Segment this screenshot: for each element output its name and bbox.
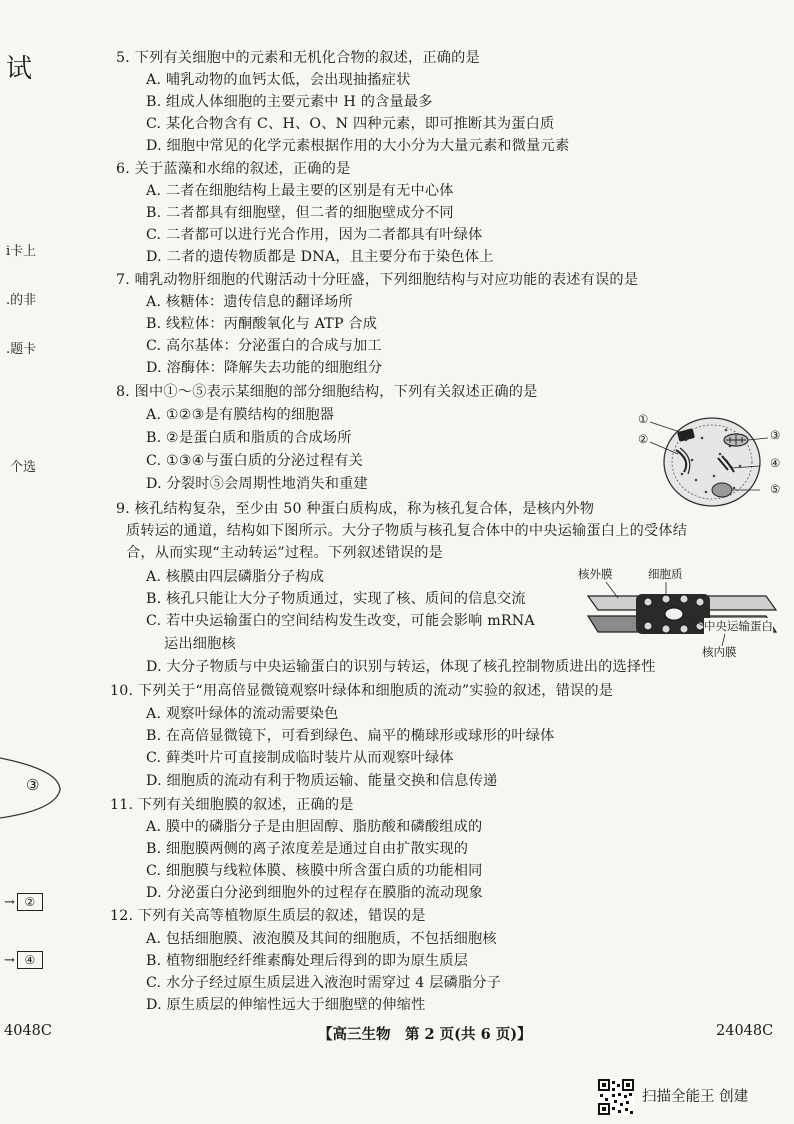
q10-option-a: A. 观察叶绿体的流动需要染色 [146,706,339,722]
cell-structure-figure [636,410,786,510]
cell-illustration [636,410,786,510]
q12-option-d: D. 原生质层的伸缩性远大于细胞壁的伸缩性 [146,997,426,1013]
q6-stem: 6. 关于蓝藻和水绵的叙述，正确的是 [116,161,351,177]
margin-circle-3: ③ [26,776,40,794]
q9-stem-line-1: 9. 核孔结构复杂，至少由 50 种蛋白质构成，称为核孔复合体，是核内外物 [116,501,595,517]
q6-option-c: C. 二者都可以进行光合作用，因为二者都具有叶绿体 [146,227,483,243]
q10-stem: 10. 下列关于“用高倍显微镜观察叶绿体和细胞质的流动”实验的叙述，错误的是 [110,683,614,699]
q12-option-b: B. 植物细胞经纤维素酶处理后得到的即为原生质层 [146,953,469,969]
q6-option-a: A. 二者在细胞结构上最主要的区别是有无中心体 [146,183,454,199]
q9-stem-line-3: 合，从而实现“主动转运”过程。下列叙述错误的是 [126,545,444,561]
q10-option-b: B. 在高倍显微镜下，可看到绿色、扁平的椭球形或球形的叶绿体 [146,728,555,744]
margin-fragment-3: .题卡 [6,342,37,357]
cell-label-2: ② [638,432,649,446]
q12-option-a: A. 包括细胞膜、液泡膜及其间的细胞质，不包括细胞核 [146,931,497,947]
label-cytoplasm: 细胞质 [648,567,683,581]
arrow-icon: → [4,953,15,968]
margin-box-2-row [4,893,43,911]
q5-option-d: D. 细胞中常见的化学元素根据作用的大小分为大量元素和微量元素 [146,138,570,154]
q11-option-a: A. 膜中的磷脂分子是由胆固醇、脂肪酸和磷酸组成的 [146,819,483,835]
q8-option-d: D. 分裂时⑤会周期性地消失和重建 [146,476,368,492]
q7-option-d: D. 溶酶体：降解失去功能的细胞组分 [146,360,383,376]
q10-option-d: D. 细胞质的流动有利于物质运输、能量交换和信息传递 [146,773,498,789]
q12-option-c: C. 水分子经过原生质层进入液泡时需穿过 4 层磷脂分子 [146,975,502,991]
page-footer: 【高三生物 第 2 页(共 6 页)】 [318,1026,532,1043]
margin-fragment-shi: 试 [6,54,33,84]
margin-fragment-1: i卡上 [6,244,37,259]
scanner-watermark: 扫描全能王 创建 [642,1089,749,1105]
q9-stem-line-2: 质转运的通道，结构如下图所示。大分子物质与核孔复合体中的中央运输蛋白上的受体结 [126,523,688,539]
cell-label-4: ④ [770,456,781,470]
q7-stem: 7. 哺乳动物肝细胞的代谢活动十分旺盛，下列细胞结构与对应功能的表述有误的是 [116,272,639,288]
label-central-transport-protein: 中央运输蛋白 [704,619,773,633]
q9-option-a: A. 核膜由四层磷脂分子构成 [146,569,325,585]
q5-option-a: A. 哺乳动物的血钙太低，会出现抽搐症状 [146,72,411,88]
arrow-icon: → [4,895,15,910]
q5-option-b: B. 组成人体细胞的主要元素中 H 的含量最多 [146,94,433,110]
q12-stem: 12. 下列有关高等植物原生质层的叙述，错误的是 [110,908,426,924]
label-outer-nuclear-membrane: 核外膜 [578,567,613,581]
q9-option-d: D. 大分子物质与中央运输蛋白的识别与转运，体现了核孔控制物质进出的选择性 [146,659,656,675]
q6-option-b: B. 二者都具有细胞壁，但二者的细胞壁成分不同 [146,205,454,221]
q8-option-a: A. ①②③是有膜结构的细胞器 [146,407,335,423]
margin-fragment-4: 个选 [10,460,37,475]
exam-code-left: 4048C [4,1023,52,1039]
q11-option-c: C. 细胞膜与线粒体膜、核膜中所含蛋白质的功能相同 [146,863,483,879]
q5-stem: 5. 下列有关细胞中的元素和无机化合物的叙述，正确的是 [116,50,480,66]
q8-option-b: B. ②是蛋白质和脂质的合成场所 [146,430,352,446]
margin-box-2: ② [17,893,43,911]
qr-code-icon [598,1079,634,1115]
nuclear-pore-figure [576,566,786,666]
q8-stem: 8. 图中①～⑤表示某细胞的部分细胞结构，下列有关叙述正确的是 [116,384,538,400]
margin-box-4: ④ [17,951,43,969]
q6-option-d: D. 二者的遗传物质都是 DNA，且主要分布于染色体上 [146,249,494,265]
q10-option-c: C. 藓类叶片可直接制成临时装片从而观察叶绿体 [146,750,454,766]
cell-label-5: ⑤ [770,482,781,496]
q7-option-c: C. 高尔基体：分泌蛋白的合成与加工 [146,338,382,354]
margin-box-4-row [4,951,43,969]
q11-option-b: B. 细胞膜两侧的离子浓度差是通过自由扩散实现的 [146,841,469,857]
q11-stem: 11. 下列有关细胞膜的叙述，正确的是 [110,797,354,813]
cell-label-3: ③ [770,428,781,442]
q9-option-b: B. 核孔只能让大分子物质通过，实现了核、质间的信息交流 [146,591,526,607]
q7-option-a: A. 核糖体：遗传信息的翻译场所 [146,294,353,310]
q9-option-c-line-2: 运出细胞核 [164,636,236,652]
q5-option-c: C. 某化合物含有 C、H、O、N 四种元素，即可推断其为蛋白质 [146,116,555,132]
q9-option-c-line-1: C. 若中央运输蛋白的空间结构发生改变，可能会影响 mRNA [146,613,535,629]
cell-label-1: ① [638,412,649,426]
q11-option-d: D. 分泌蛋白分泌到细胞外的过程存在膜脂的流动现象 [146,885,484,901]
label-inner-nuclear-membrane: 核内膜 [702,645,737,659]
exam-code-right: 24048C [716,1023,774,1039]
q7-option-b: B. 线粒体：丙酮酸氧化与 ATP 合成 [146,316,378,332]
margin-fragment-2: .的非 [6,293,37,308]
q8-option-c: C. ①③④与蛋白质的分泌过程有关 [146,453,363,469]
